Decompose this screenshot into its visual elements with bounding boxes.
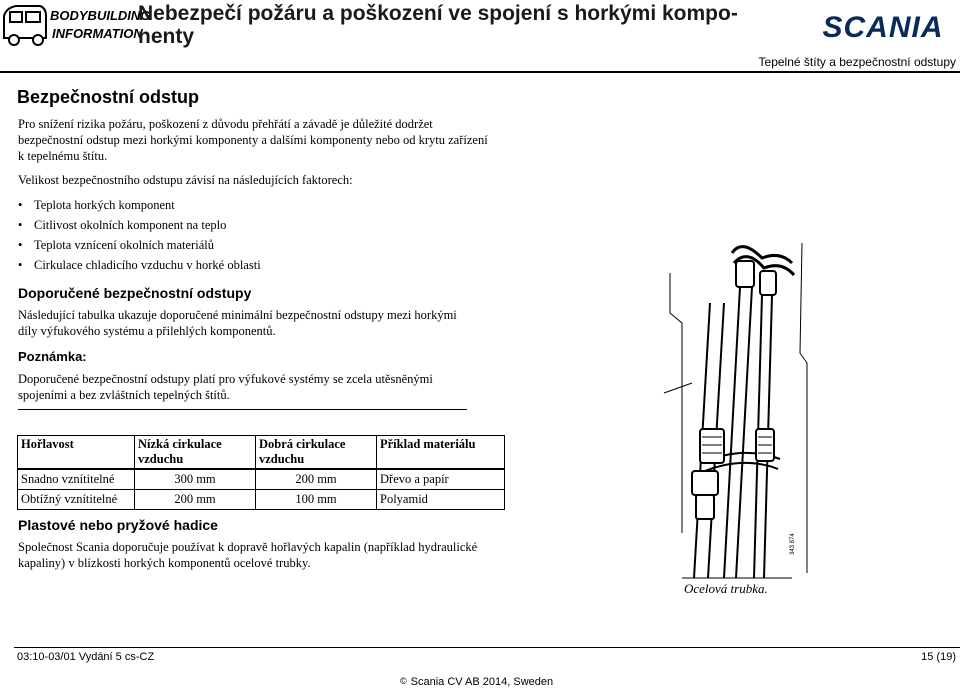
svg-text:INFORMATION: INFORMATION	[52, 26, 143, 41]
list-item: • Citlivost okolních komponent na teplo	[18, 215, 478, 235]
safety-distance-table	[17, 435, 505, 510]
table-row	[18, 490, 505, 510]
document-title	[138, 2, 778, 48]
note-divider	[18, 409, 467, 410]
footer-document-version: 03:10-03/01 Vydání 5 cs-CZ	[17, 651, 155, 663]
document-title-line1: Nebezpečí požáru a poškození ve spojení s horkými kompo-	[138, 2, 738, 25]
table-cell: Snadno vznítitelné	[18, 469, 135, 490]
svg-text:BODYBUILDING: BODYBUILDING	[50, 8, 151, 23]
column-header-flammability: Hořlavost	[18, 436, 135, 470]
table-cell: 300 mm	[135, 469, 256, 490]
table-cell: Polyamid	[377, 490, 505, 510]
illustration-caption: Ocelová trubka.	[684, 581, 768, 596]
copyright-text: Scania CV AB 2014, Sweden	[410, 676, 554, 688]
section-title-hoses: Plastové nebo pryžové hadice	[18, 517, 218, 533]
scania-logo	[808, 10, 958, 42]
note-text: Doporučené bezpečnostní odstupy platí pro výfukové systémy se zcela utěsněnými spojeními a bez zvláštních tepelných štítů.	[18, 372, 433, 402]
document-title-line2: nenty	[138, 25, 195, 48]
bodybuilding-information-logo	[0, 0, 151, 48]
section-title-safety-distance: Bezpečnostní odstup	[17, 87, 200, 107]
table-cell: Dřevo a papír	[377, 469, 505, 490]
table-cell: 200 mm	[256, 469, 377, 490]
table-cell: 200 mm	[135, 490, 256, 510]
recommended-paragraph: Následující tabulka ukazuje doporučené minimální bezpečnostní odstupy mezi horkými díly výfukového systému a přilehlých komponentů.	[18, 308, 457, 338]
list-item: • Cirkulace chladicího vzduchu v horké oblasti	[18, 255, 478, 275]
footer-copyright	[400, 676, 553, 688]
table-cell: 100 mm	[256, 490, 377, 510]
svg-text:SCANIA: SCANIA	[822, 11, 944, 44]
note-label: Poznámka:	[18, 349, 87, 364]
safety-intro-paragraph: Pro snížení rizika požáru, poškození z důvodu přehřátí a závadě je důležité dodržet bezpečnostní odstup mezi horkými komponenty a dalšími komponenty nebo od krytu zařízení k tepelnému štítu.	[18, 117, 488, 163]
table-header-row	[18, 436, 505, 470]
section-title-recommended-distances: Doporučené bezpečnostní odstupy	[18, 285, 252, 301]
safety-factors-intro: Velikost bezpečnostního odstupu závisí na následujících faktorech:	[18, 173, 353, 187]
illustration-id: 343 874	[790, 533, 796, 555]
hoses-paragraph: Společnost Scania doporučuje používat k dopravě hořlavých kapalin (například hydraulické kapaliny) v blízkosti horkých komponentů ocelové trubky.	[18, 540, 478, 570]
list-item: • Teplota horkých komponent	[18, 195, 478, 215]
column-header-material-example: Příklad materiálu	[377, 436, 505, 470]
safety-factors-list	[18, 195, 478, 275]
table-row	[18, 469, 505, 490]
table-cell: Obtížný vznítitelné	[18, 490, 135, 510]
footer-divider	[14, 647, 960, 648]
footer-page-number: 15 (19)	[921, 651, 956, 663]
list-item: • Teplota vznícení okolních materiálů	[18, 235, 478, 255]
column-header-low-circulation: Nízká cirkulace vzduchu	[135, 436, 256, 470]
steel-pipe-illustration	[662, 233, 810, 583]
column-header-good-circulation: Dobrá cirkulace vzduchu	[256, 436, 377, 470]
copyright-symbol: ©	[400, 676, 407, 686]
document-subtitle: Tepelné štíty a bezpečnostní odstupy	[758, 55, 956, 69]
header-divider	[0, 71, 960, 73]
